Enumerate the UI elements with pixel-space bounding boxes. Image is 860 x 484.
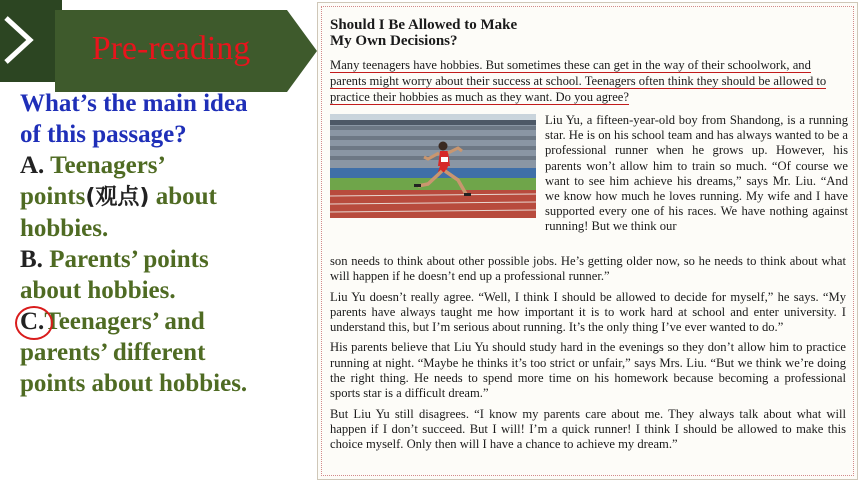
option-c-text-2: parents’ different (20, 339, 206, 366)
option-c[interactable] (20, 306, 312, 399)
option-a[interactable] (20, 150, 312, 244)
article-paragraph-3: His parents believe that Liu Yu should study hard in the evenings so they don’t allow him to practice running at night. “Maybe he thinks it’s too strict or unfair,” says Mrs. Liu. “But we think we’re doing the right thing. He needs to spend more time on his homework because becoming a professional sports star is a difficult dream.” (330, 340, 846, 401)
article-title-line1: Should I Be Allowed to Make (330, 17, 518, 33)
runner-photo (330, 114, 536, 218)
article-paragraph-1-rest: son needs to think about other possible jobs. He’s getting older now, so he needs to think about what will happen if he doesn’t end up a professional runner.” (330, 254, 846, 284)
banner-label: Pre-reading (91, 30, 251, 67)
question-title-line2: of this passage? (20, 121, 187, 148)
option-b[interactable] (20, 244, 312, 306)
option-c-text-3: points about hobbies. (20, 370, 248, 397)
article-title (330, 17, 846, 49)
option-a-text-3: about (155, 183, 217, 210)
option-c-letter-circled: C. (20, 308, 45, 335)
option-a-chinese: (观点) (85, 185, 150, 210)
article-panel (317, 2, 858, 480)
pre-reading-banner (55, 10, 317, 92)
article-paragraph-4: But Liu Yu still disagrees. “I know my parents care about me. They always talk about what will happen if I don’t succeed. But I will! I’m a quick runner! I think I should be allowed to make this choice myself. Only then will I have a chance to achieve my dream.” (330, 406, 846, 452)
option-c-text-1: Teenagers’ and (44, 308, 205, 335)
article-paragraph-2: Liu Yu doesn’t really agree. “Well, I think I should be allowed to decide for myself,” he says. “My parents have always taught me how important it is to work hard at school and enter university. I understand this, but I’m serious about running. It’s the only thing I’ve ever wanted to do.” (330, 289, 846, 335)
article-intro (330, 57, 846, 105)
article (330, 17, 846, 458)
option-b-text-2: about hobbies. (20, 277, 176, 304)
article-paragraph-1-side: Liu Yu, a fifteen-year-old boy from Shandong, is a running star. He is on his school team and has always wanted to be a professional runner when he grows up. However, his parents won’t allow him to train so much. “Of course we want to see him achieve his dreams,” says Mr. Liu. “And we know how much he loves running. My wife and I have supported every one of his races. We have nothing against running! But we think our (545, 113, 848, 234)
question-block (20, 88, 312, 399)
option-a-text-1: Teenagers’ (50, 152, 166, 179)
question-title-line1: What’s the main idea (20, 90, 248, 117)
option-b-text-1: Parents’ points (49, 246, 209, 273)
option-a-letter: A. (20, 152, 45, 179)
intro-underlined-text: Many teenagers have hobbies. But sometimes these can get in the way of their schoolwork, and parents might worry about their success at school. Teenagers often think they should be allowed to practice their hobbies as much as they want. Do you agree? (330, 58, 827, 104)
option-b-letter: B. (20, 246, 43, 273)
option-a-text-2: points (20, 183, 86, 210)
article-title-line2: My Own Decisions? (330, 33, 458, 49)
option-a-text-4: hobbies. (20, 215, 109, 242)
corner-chevron-decoration (0, 0, 62, 82)
article-photo-section (330, 114, 846, 256)
question-title (20, 88, 312, 150)
